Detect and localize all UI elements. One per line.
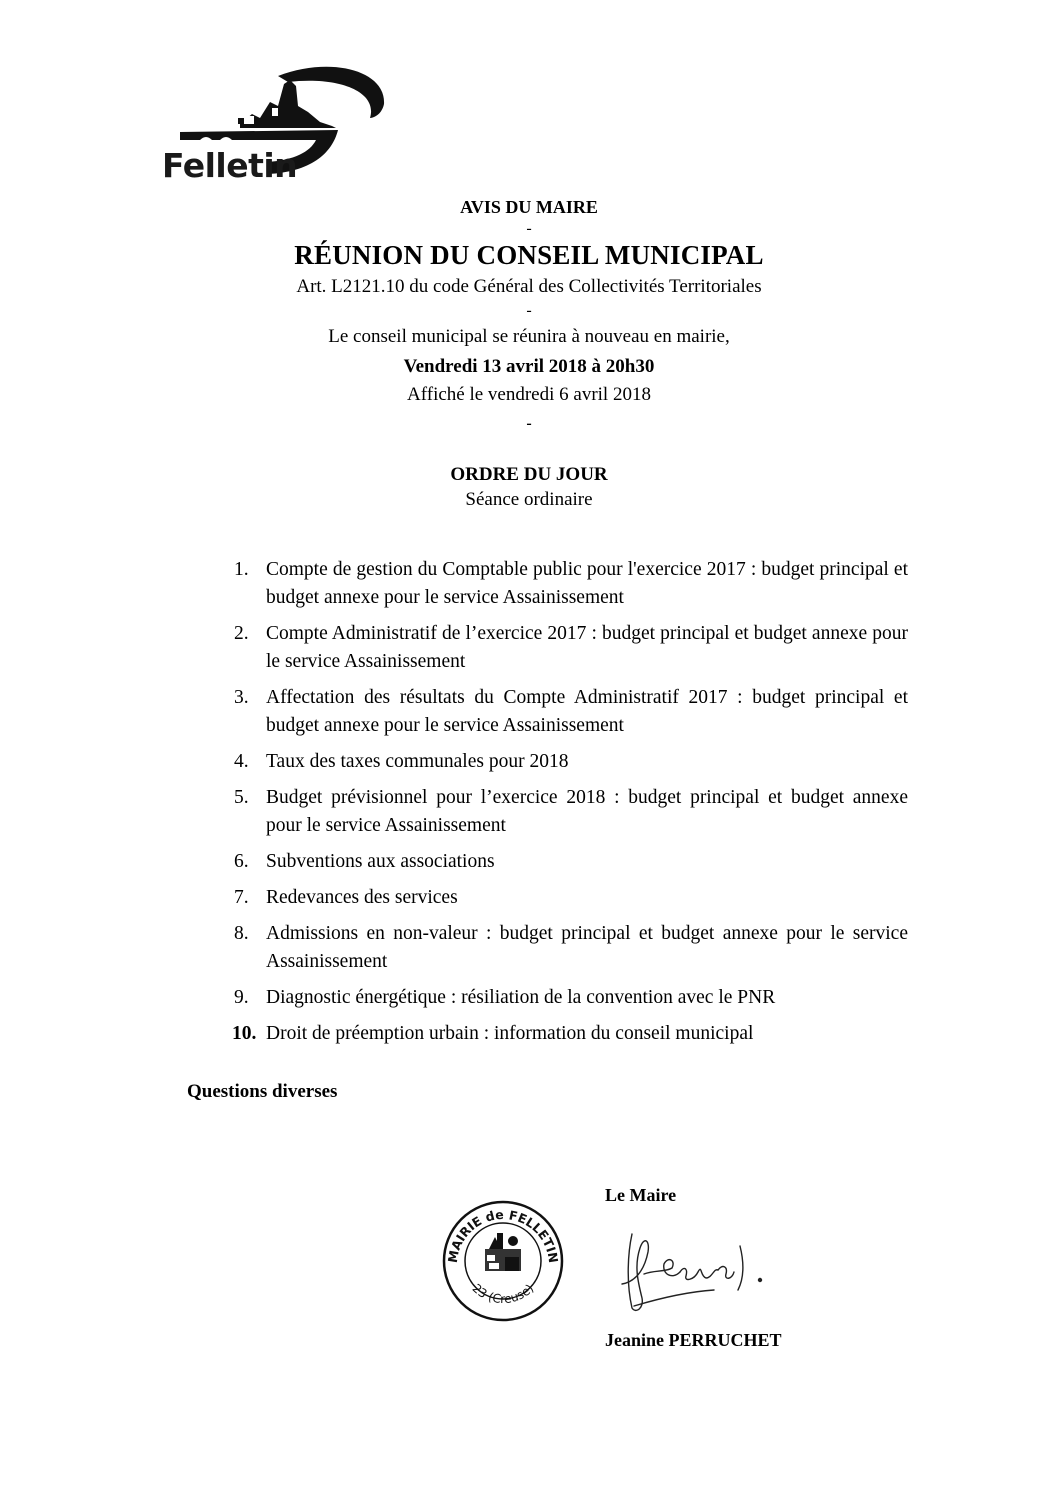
list-item: [230, 748, 908, 776]
item-text: Subventions aux associations: [266, 851, 495, 872]
item-number: 2.: [234, 623, 249, 644]
list-item: [230, 784, 908, 840]
page-title: RÉUNION DU CONSEIL MUNICIPAL: [294, 240, 764, 270]
list-item: [230, 984, 908, 1012]
official-stamp: [441, 1199, 565, 1323]
list-item: [230, 848, 908, 876]
item-text: Droit de préemption urbain : information du conseil municipal: [266, 1023, 754, 1044]
questions-diverses-heading: Questions diverses: [187, 1081, 338, 1102]
meeting-date: Vendredi 13 avril 2018 à 20h30: [403, 356, 655, 377]
posted-date: Affiché le vendredi 6 avril 2018: [407, 384, 651, 405]
list-item: [230, 556, 908, 612]
item-number: 5.: [234, 787, 249, 808]
item-text: Compte de gestion du Comptable public pour l'exercice 2017 : budget principal et budget annexe pour le service Assainissement: [266, 559, 908, 608]
item-text: Compte Administratif de l’exercice 2017 : budget principal et budget annexe pour le service Assainissement: [266, 623, 908, 672]
item-text: Diagnostic énergétique : résiliation de la convention avec le PNR: [266, 987, 776, 1008]
agenda-subtitle: Séance ordinaire: [465, 489, 593, 510]
list-item: [230, 884, 908, 912]
meeting-location-text: Le conseil municipal se réunira à nouveau en mairie,: [328, 326, 730, 347]
item-number: 10.: [232, 1023, 257, 1044]
mayor-name: Jeanine PERRUCHET: [605, 1330, 782, 1350]
signature-role: Le Maire: [605, 1185, 677, 1205]
item-text: Affectation des résultats du Compte Administratif 2017 : budget principal et budget annexe pour le service Assainissement: [266, 687, 908, 736]
mayor-signature: [614, 1222, 774, 1318]
item-text: Redevances des services: [266, 887, 458, 908]
list-item: [230, 620, 908, 676]
separator: -: [526, 220, 532, 237]
item-text: Budget prévisionnel pour l’exercice 2018 : budget principal et budget annexe pour le service Assainissement: [266, 787, 908, 836]
list-item: [230, 920, 908, 976]
list-item: [230, 684, 908, 740]
stamp-bottom-text: 23 (Creuse): [469, 1281, 537, 1307]
item-number: 8.: [234, 923, 249, 944]
article-reference: Art. L2121.10 du code Général des Collectivités Territoriales: [296, 276, 762, 297]
item-number: 9.: [234, 987, 249, 1008]
item-text: Taux des taxes communales pour 2018: [266, 751, 569, 772]
item-number: 7.: [234, 887, 249, 908]
separator: -: [526, 415, 532, 432]
logo-text: Felletin: [162, 146, 298, 185]
felletin-logo: [160, 62, 390, 190]
avis-heading: AVIS DU MAIRE: [460, 197, 598, 217]
item-number: 6.: [234, 851, 249, 872]
item-number: 3.: [234, 687, 249, 708]
stamp-emblem-icon: [485, 1233, 521, 1271]
list-item: [230, 1020, 908, 1048]
svg-text:23 (Creuse): [470, 1281, 537, 1306]
item-text: Admissions en non-valeur : budget principal et budget annexe pour le service Assainissement: [266, 923, 908, 972]
separator: -: [526, 302, 532, 319]
item-number: 4.: [234, 751, 249, 772]
item-number: 1.: [234, 559, 249, 580]
stamp-top-text: MAIRIE de FELLETIN: [444, 1206, 562, 1264]
agenda-title: ORDRE DU JOUR: [450, 464, 608, 485]
agenda-list: [230, 556, 908, 1056]
